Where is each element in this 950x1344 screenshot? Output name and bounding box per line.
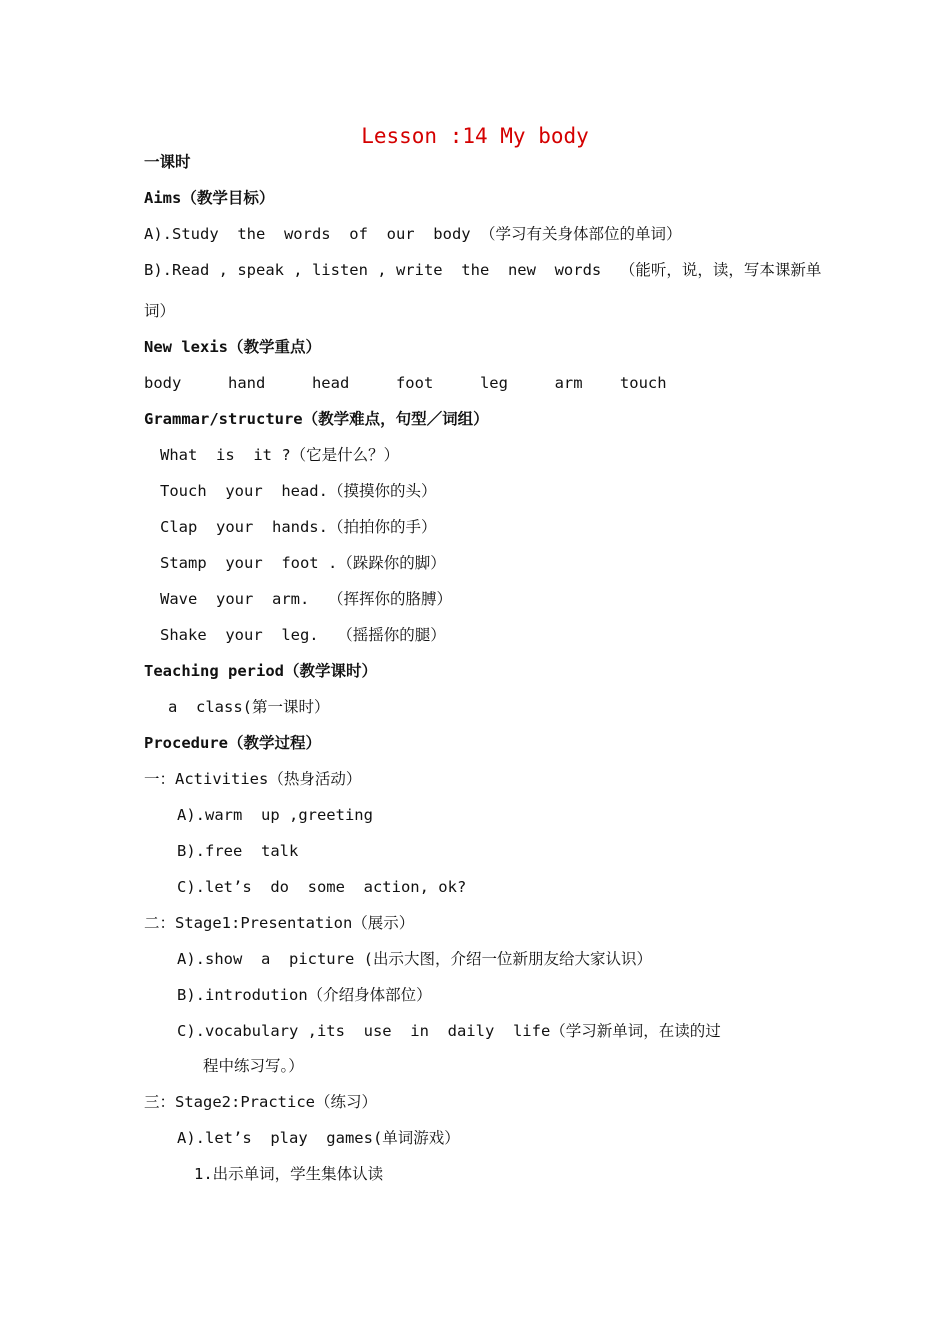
stage-heading: 二：Stage1:Presentation（展示） <box>144 914 415 932</box>
procedure-item: B).free talk <box>177 842 299 860</box>
grammar-item: What is it ?（它是什么？） <box>160 446 400 464</box>
grammar-item: Clap your hands.（拍拍你的手） <box>160 518 437 536</box>
procedure-item: A).warm up ,greeting <box>177 806 373 824</box>
grammar-item: Touch your head.（摸摸你的头） <box>160 482 437 500</box>
procedure-item-cont: 程中练习写。） <box>203 1057 304 1075</box>
grammar-heading: Grammar/structure（教学难点，句型／词组） <box>144 410 489 428</box>
aims-item-b-cont: 词） <box>144 302 176 320</box>
stage-heading: 三：Stage2:Practice（练习） <box>144 1093 377 1111</box>
stage-heading: 一：Activities（热身活动） <box>144 770 362 788</box>
procedure-item: C).vocabulary ,its use in daily life（学习新单词，在读的过 <box>177 1022 721 1040</box>
lexis-words: body hand head foot leg arm touch <box>144 374 667 392</box>
period-label: 一课时 <box>144 153 191 171</box>
teaching-period-heading: Teaching period（教学课时） <box>144 662 377 680</box>
procedure-item: C).let’s do some action, ok? <box>177 878 467 896</box>
new-lexis-heading: New lexis（教学重点） <box>144 338 321 356</box>
teaching-period-value: a class(第一课时） <box>168 698 330 716</box>
procedure-subitem: 1.出示单词，学生集体认读 <box>194 1165 384 1183</box>
procedure-heading: Procedure（教学过程） <box>144 734 321 752</box>
aims-heading: Aims（教学目标） <box>144 189 275 207</box>
grammar-item: Stamp your foot .（跺跺你的脚） <box>160 554 446 572</box>
procedure-item: A).show a picture (出示大图，介绍一位新朋友给大家认识） <box>177 950 652 968</box>
procedure-item: A).let’s play games(单词游戏） <box>177 1129 460 1147</box>
aims-item-b: B).Read , speak , listen , write the new words （能听，说，读，写本课新单 <box>144 261 822 279</box>
grammar-item: Wave your arm. （挥挥你的胳膊） <box>160 590 452 608</box>
grammar-item: Shake your leg. （摇摇你的腿） <box>160 626 446 644</box>
lesson-title: Lesson :14 My body <box>361 124 589 148</box>
procedure-item: B).introdution（介绍身体部位） <box>177 986 432 1004</box>
aims-item-a: A).Study the words of our body （学习有关身体部位的单词） <box>144 225 682 243</box>
